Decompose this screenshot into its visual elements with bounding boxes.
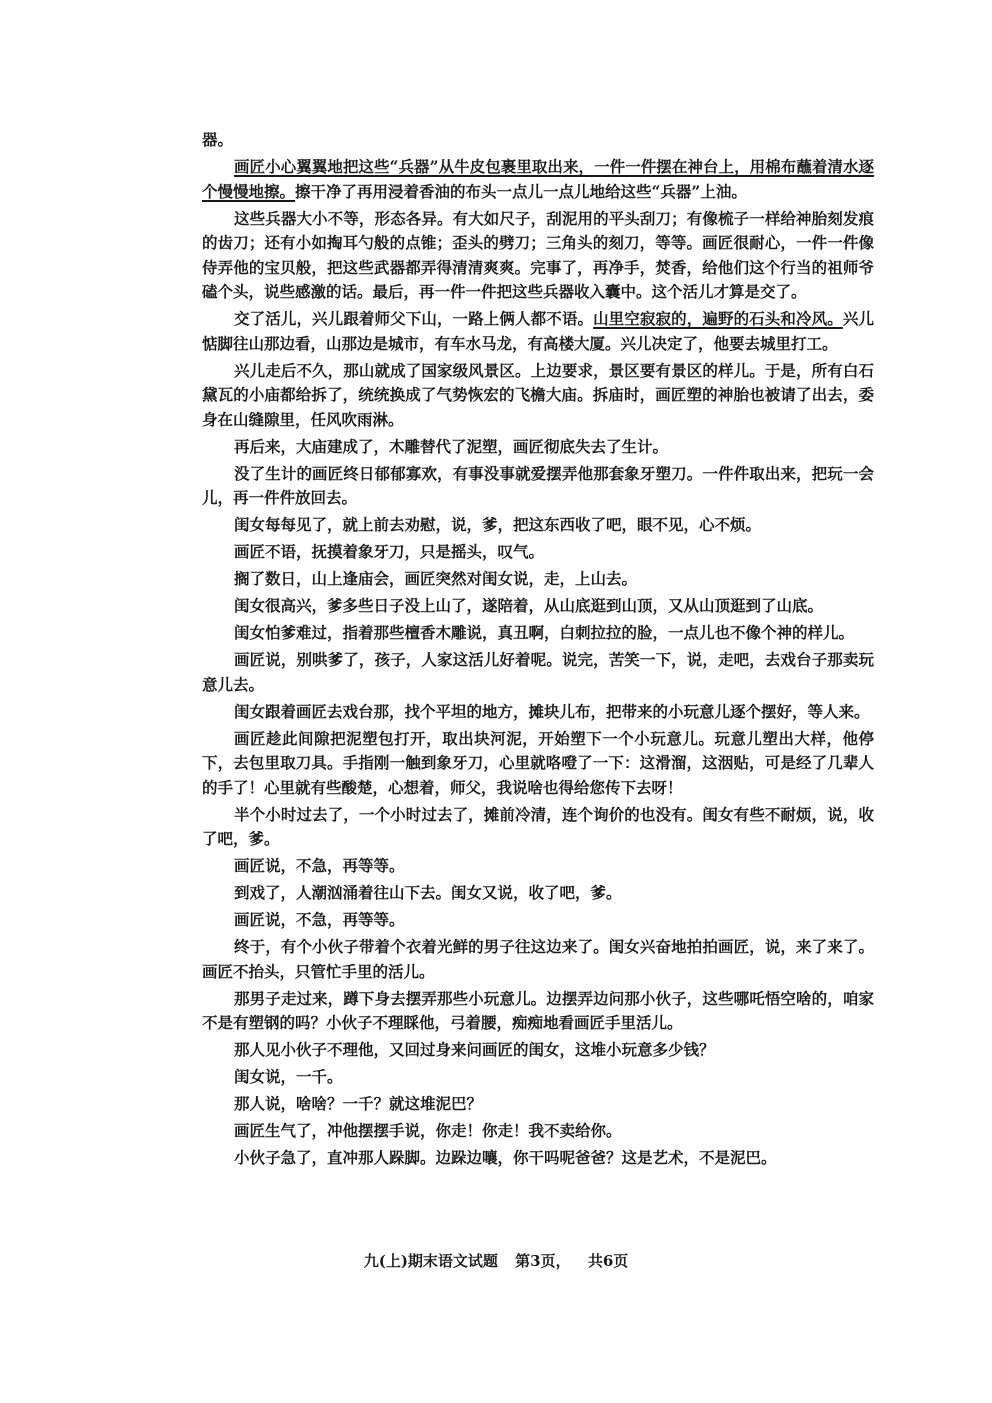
story-text: [202, 128, 874, 1171]
paragraph-text: 半个小时过去了，一个小时过去了，摊前冷清，连个询价的也没有。闺女有些不耐烦，说，收了吧，爹。: [202, 804, 874, 848]
paragraph-text: 画匠不语，抚摸着象牙刀，只是摇头，叹气。: [234, 542, 545, 561]
paragraph: [202, 881, 874, 906]
paragraph-text: 器。: [202, 130, 234, 149]
paragraph: [202, 540, 874, 565]
paragraph-text: 擦干净了再用浸着香油的布头一点儿一点儿地给这些“兵器”上油。: [295, 181, 747, 201]
paragraph-text: 兴儿惦脚往山那边看，山那边是城市，有车水马龙，有高楼大厦。兴儿决定了，他要去城里打工。: [202, 309, 874, 353]
paragraph: [202, 700, 874, 725]
paragraph: [202, 803, 874, 852]
paragraph-text: 再后来，大庙建成了，木雕替代了泥塑，画匠彻底失去了生计。: [234, 436, 669, 456]
paragraph-text: 那人说，啥啥？一千？就这堆泥巴？: [234, 1094, 483, 1113]
paragraph: [202, 621, 874, 646]
paragraph: [202, 854, 874, 879]
paragraph: [202, 1065, 874, 1090]
paragraph-text: 闺女说，一千。: [234, 1067, 343, 1086]
paragraph-text: 这些兵器大小不等，形态各异。有大如尺子，刮泥用的平头刮刀；有像梳子一样给神胎刻发痕的齿刀；还有小如掏耳勺般的点锥；歪头的劈刀；三角头的刻刀，等等。画匠很耐心，一件一件像侍弄他的宝贝般，把这些武器都弄得清清爽爽。完事了，再净手，焚香，给他们这个行当的祖师爷磕个头，说些感激的话。最后，再一件一件把这些兵器收入囊中。这个活儿才算是交了。: [202, 208, 874, 301]
paragraph-text: 闺女怕爹难过，指着那些檀香木雕说，真丑啊，白刺拉拉的脸，一点儿也不像个神的样儿。: [234, 623, 855, 642]
paragraph: [202, 908, 874, 933]
paragraph-text: 交了活儿，兴儿跟着师父下山，一路上俩人都不语。: [234, 309, 594, 328]
paragraph-text: 闺女很高兴，爹多些日子没上山了，遂陪着，从山底逛到山顶，又从山顶逛到了山底。: [234, 596, 824, 615]
page-total: 共6页: [587, 1252, 629, 1270]
paragraph: [202, 1119, 874, 1144]
paragraph: [202, 935, 874, 984]
paragraph: [202, 359, 874, 433]
paragraph-text: 画匠说，不急，再等等。: [234, 856, 405, 875]
paragraph: [202, 567, 874, 592]
page-number: 第3页，: [515, 1252, 571, 1270]
paragraph-text: 小伙子急了，直冲那人跺脚。边跺边嚷，你干吗呢爸爸？这是艺术，不是泥巴。: [234, 1148, 777, 1167]
paragraph-text: 画匠生气了，冲他摆摆手说，你走！你走！我不卖给你。: [234, 1121, 622, 1140]
paragraph-text: 闺女每每见了，就上前去劝慰，说，爹，把这东西收了吧，眼不见，心不烦。: [234, 515, 762, 534]
paragraph: [202, 307, 874, 356]
underlined-sentence: 山里空寂寂的，遍野的石头和冷风。: [593, 309, 843, 328]
underlined-sentence: 画匠小心翼翼地把这些“兵器”从牛皮包裹里取出来，一件一件摆在神台上，用棉布蘸着清水逐个慢慢地擦。: [202, 157, 874, 201]
paragraph: [202, 462, 874, 511]
paragraph: [202, 1038, 874, 1063]
paragraph-text: 闺女跟着画匠去戏台那，找个平坦的地方，摊块儿布，把带来的小玩意儿逐个摆好，等人来。: [234, 701, 870, 721]
paragraph-text: 没了生计的画匠终日郁郁寡欢，有事没事就爱摆弄他那套象牙塑刀。一件件取出来，把玩一会儿，再一件件放回去。: [202, 463, 874, 507]
paragraph-text: 到戏了，人潮汹涌着往山下去。闺女又说，收了吧，爹。: [234, 883, 622, 902]
paragraph-text: 画匠说，别哄爹了，孩子，人家这活儿好着呢。说完，苦笑一下，说，走吧，去戏台子那卖玩意儿去。: [202, 650, 874, 694]
paragraph-text: 终于，有个小伙子带着个衣着光鲜的男子往这边来了。闺女兴奋地拍拍画匠，说，来了来了。画匠不抬头，只管忙手里的活儿。: [202, 937, 874, 981]
page-footer: [0, 1250, 992, 1271]
paragraph: [202, 1146, 874, 1171]
paragraph-text: 兴儿走后不久，那山就成了国家级风景区。上边要求，景区要有景区的样儿。于是，所有白石黛瓦的小庙都给拆了，统统换成了气势恢宏的飞檐大庙。拆庙时，画匠塑的神胎也被请了出去，委身在山缝隙里，任风吹雨淋。: [202, 360, 874, 429]
paragraph-text: 那人见小伙子不理他，又回过身来问画匠的闺女，这堆小玩意多少钱？: [234, 1040, 715, 1059]
paragraph: [202, 128, 874, 153]
paragraph: [202, 207, 874, 305]
paragraph: [202, 513, 874, 538]
exam-title: 九(上)期末语文试题: [363, 1252, 498, 1270]
paragraph: [202, 727, 874, 801]
paragraph: [202, 1092, 874, 1117]
paragraph-text: 画匠说，不急，再等等。: [234, 910, 405, 929]
paragraph: [202, 435, 874, 460]
paragraph: [202, 155, 874, 204]
paragraph: [202, 648, 874, 697]
paragraph: [202, 987, 874, 1036]
paragraph-text: 那男子走过来，蹲下身去摆弄那些小玩意儿。边摆弄边问那小伙子，这些哪吒悟空啥的，咱家不是有塑钢的吗？小伙子不理睬他，弓着腰，痴痴地看画匠手里活儿。: [202, 988, 874, 1032]
paragraph-text: 画匠趁此间隙把泥塑包打开，取出块河泥，开始塑下一个小玩意儿。玩意儿塑出大样，他停下，去包里取刀具。手指刚一触到象牙刀，心里就咯噔了一下：这滑溜，这洇贴，可是经了几辈人的手了！心里就有些酸楚，心想着，师父，我说啥也得给您传下去呀！: [202, 728, 874, 797]
paragraph: [202, 594, 874, 619]
paragraph-text: 搁了数日，山上逢庙会，画匠突然对闺女说，走，上山去。: [234, 569, 638, 588]
